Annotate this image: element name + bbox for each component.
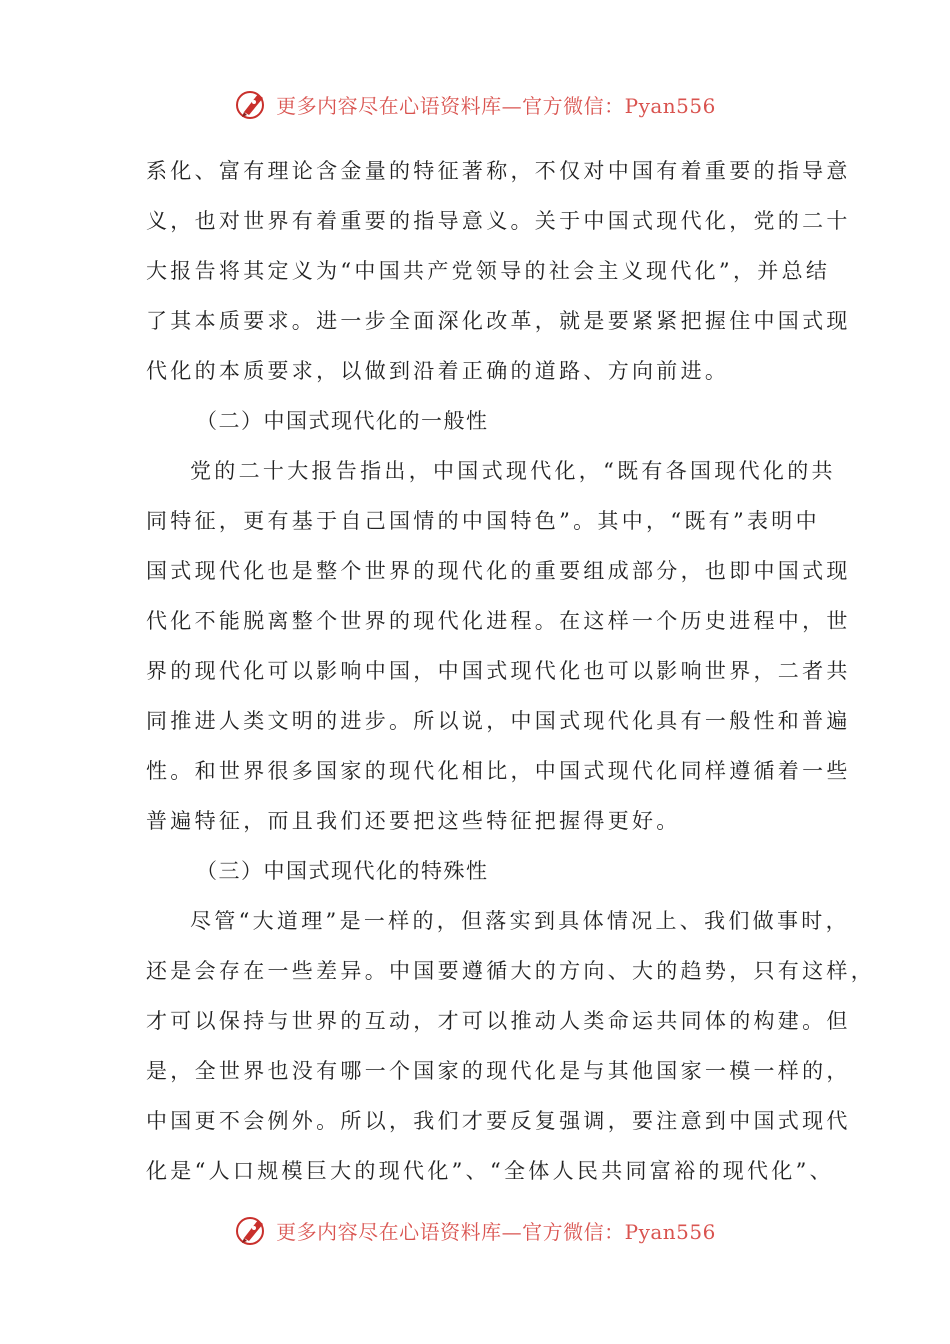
text-line: 同推进人类文明的进步。所以说，中国式现代化具有一般性和普遍 xyxy=(146,709,851,733)
text-line: 代化的本质要求，以做到沿着正确的道路、方向前进。 xyxy=(146,359,730,383)
text-line: 界的现代化可以影响中国，中国式现代化也可以影响世界，二者共 xyxy=(146,659,851,683)
text-line: 同特征，更有基于自己国情的中国特色”。其中，“既有”表明中 xyxy=(146,509,820,533)
text-line: 中国更不会例外。所以，我们才要反复强调，要注意到中国式现代 xyxy=(146,1109,851,1133)
section-heading: （三）中国式现代化的特殊性 xyxy=(196,859,489,883)
text-line: 普遍特征，而且我们还要把这些特征把握得更好。 xyxy=(146,809,681,833)
text-line: 才可以保持与世界的互动，才可以推动人类命运共同体的构建。但 xyxy=(146,1009,851,1033)
text-line: 性。和世界很多国家的现代化相比，中国式现代化同样遵循着一些 xyxy=(146,759,851,783)
text-line: 系化、富有理论含金量的特征著称，不仅对中国有着重要的指导意 xyxy=(146,159,851,183)
pen-nib-logo-icon xyxy=(234,1212,270,1248)
text-line: 大报告将其定义为“中国共产党领导的社会主义现代化”，并总结 xyxy=(146,259,831,283)
text-line: 代化不能脱离整个世界的现代化进程。在这样一个历史进程中，世 xyxy=(146,609,851,633)
text-line: 党的二十大报告指出，中国式现代化，“既有各国现代化的共 xyxy=(190,459,836,483)
text-line: 尽管“大道理”是一样的，但落实到具体情况上、我们做事时， xyxy=(190,909,850,933)
text-line: 还是会存在一些差异。中国要遵循大的方向、大的趋势，只有这样， xyxy=(146,959,875,983)
banner-text: 更多内容尽在心语资料库—官方微信：Pyan556 xyxy=(276,1219,716,1244)
text-line: 义，也对世界有着重要的指导意义。关于中国式现代化，党的二十 xyxy=(146,209,851,233)
pen-nib-logo-icon xyxy=(234,86,270,122)
section-heading: （二）中国式现代化的一般性 xyxy=(196,409,489,433)
text-line: 化是“人口规模巨大的现代化”、“全体人民共同富裕的现代化”、 xyxy=(146,1159,834,1183)
text-line: 了其本质要求。进一步全面深化改革，就是要紧紧把握住中国式现 xyxy=(146,309,851,333)
document-body xyxy=(146,146,875,1196)
text-line: 国式现代化也是整个世界的现代化的重要组成部分，也即中国式现 xyxy=(146,559,851,583)
banner-text: 更多内容尽在心语资料库—官方微信：Pyan556 xyxy=(276,93,716,118)
text-line: 是，全世界也没有哪一个国家的现代化是与其他国家一模一样的， xyxy=(146,1059,851,1083)
header-banner xyxy=(0,84,950,124)
footer-banner xyxy=(0,1210,950,1250)
